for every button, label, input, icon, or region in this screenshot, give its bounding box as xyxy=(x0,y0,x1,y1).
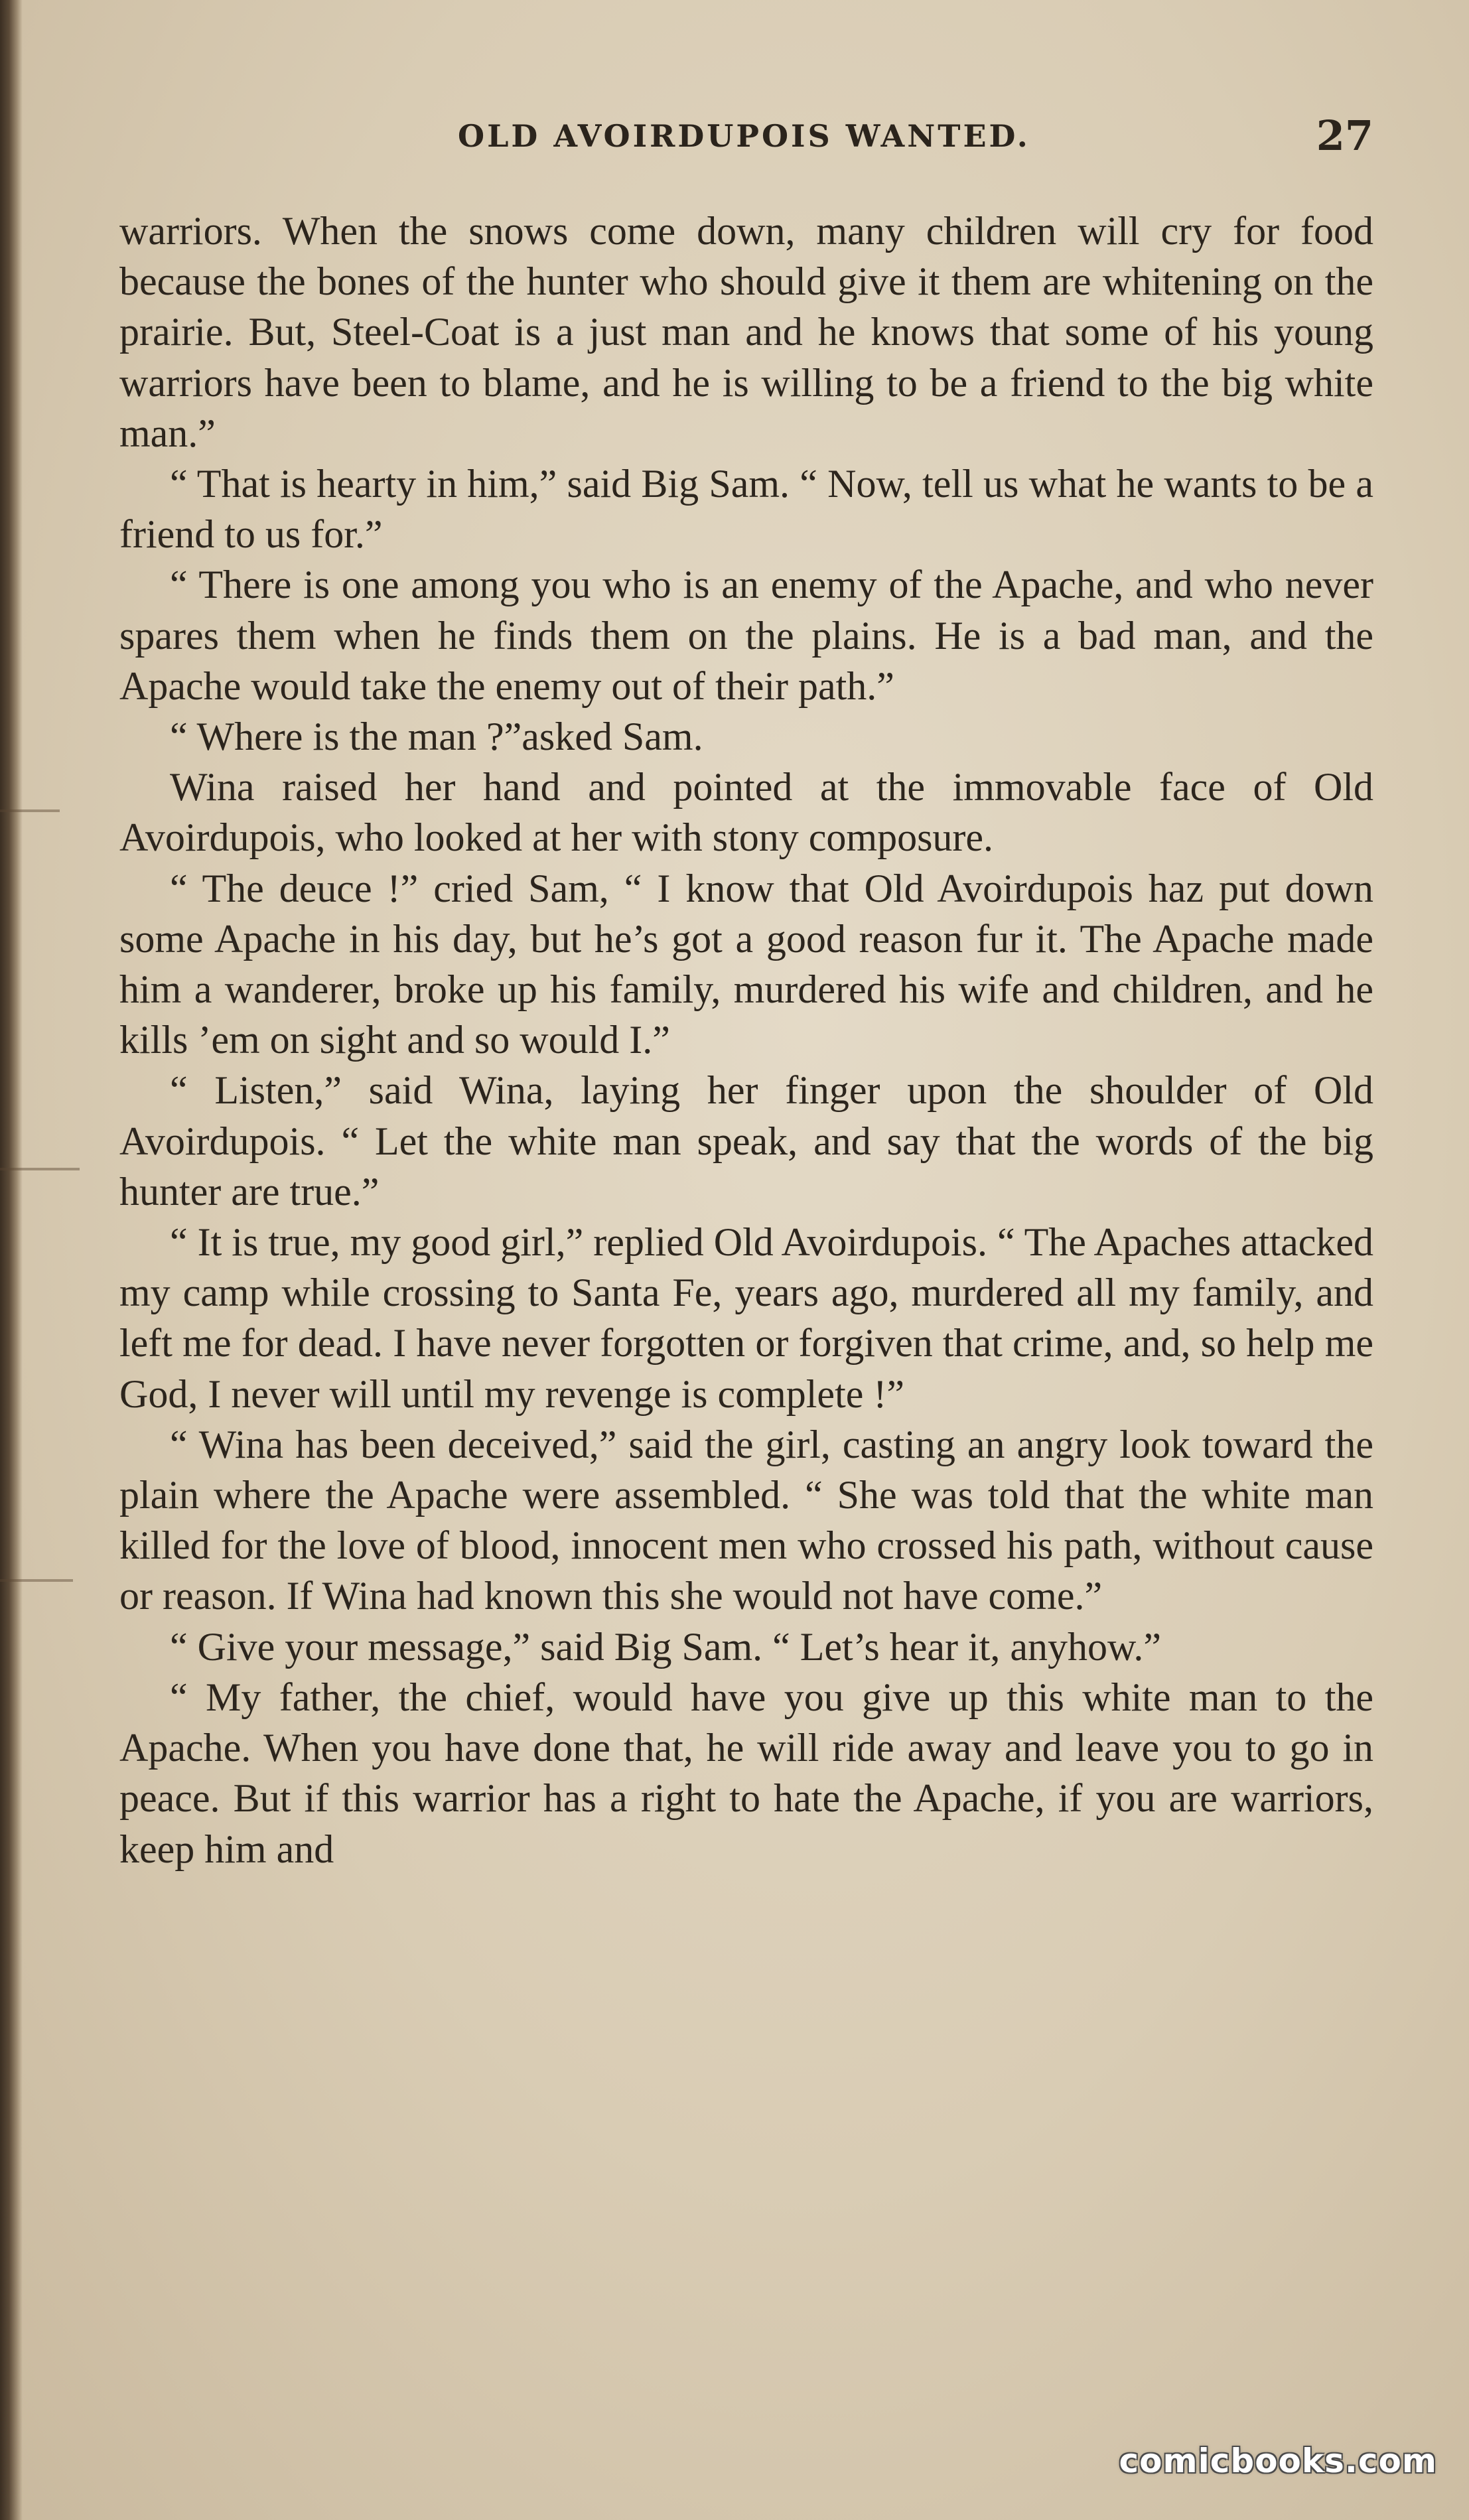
book-spine xyxy=(0,0,23,2520)
running-head: OLD AVOIRDUPOIS WANTED. xyxy=(458,118,1030,154)
page-crease xyxy=(0,1579,73,1582)
page-header xyxy=(119,106,1373,179)
paragraph: “ Wina has been deceived,” said the girl, casting an angry look toward the plain where the Apache were assembled. “ She was told that the white man killed for the love of blood, innocent men who crossed his path, without cause or reason. If Wina had known this she would not have come.” xyxy=(119,1422,1373,1618)
paragraph: “ Where is the man ?”asked Sam. xyxy=(170,715,703,759)
paragraph: Wina raised her hand and pointed at the immovable face of Old Avoirdupois, who looked at her with stony composure. xyxy=(119,765,1373,860)
page-crease xyxy=(0,809,60,812)
paragraph: “ There is one among you who is an enemy of the Apache, and who never spares them when he finds them on the plains. He is a bad man, and the Apache would take the enemy out of their path.” xyxy=(119,563,1373,708)
paragraph: “ My father, the chief, would have you give up this white man to the Apache. When you have done that, he will ride away and leave you to go in peace. But if this warrior has a right to hate the Apache, if you are warriors, keep him and xyxy=(119,1675,1373,1871)
body-text xyxy=(119,206,1373,1874)
paragraph: “ Give your message,” said Big Sam. “ Let’s hear it, anyhow.” xyxy=(170,1624,1162,1669)
site-watermark: comicbooks.com xyxy=(1119,2442,1437,2480)
paragraph: “ That is hearty in him,” said Big Sam. “ Now, tell us what he wants to be a friend to us for.” xyxy=(119,462,1373,557)
page-crease xyxy=(0,1168,80,1170)
paragraph: “ The deuce !” cried Sam, “ I know that Old Avoirdupois haz put down some Apache in his day, but he’s got a good reason fur it. The Apache made him a wanderer, broke up his family, murdered his wife and children, and he kills ’em on sight and so would I.” xyxy=(119,866,1373,1062)
paragraph: warriors. When the snows come down, many children will cry for food because the bones of the hunter who should give it them are whitening on the prairie. But, Steel-Coat is a just man and he knows that some of his young warriors have been to blame, and he is willing to be a friend to the big white man.” xyxy=(119,209,1373,455)
page-number: 27 xyxy=(1316,111,1373,160)
paragraph: “ It is true, my good girl,” replied Old Avoirdupois. “ The Apaches attacked my camp while crossing to Santa Fe, years ago, murdered all my family, and left me for dead. I have never forgotten or forgiven that crime, and, so help me God, I never will until my revenge is complete !” xyxy=(119,1220,1373,1416)
paragraph: “ Listen,” said Wina, laying her finger upon the shoulder of Old Avoirdupois. “ Let the white man speak, and say that the words of the big hunter are true.” xyxy=(119,1068,1373,1214)
